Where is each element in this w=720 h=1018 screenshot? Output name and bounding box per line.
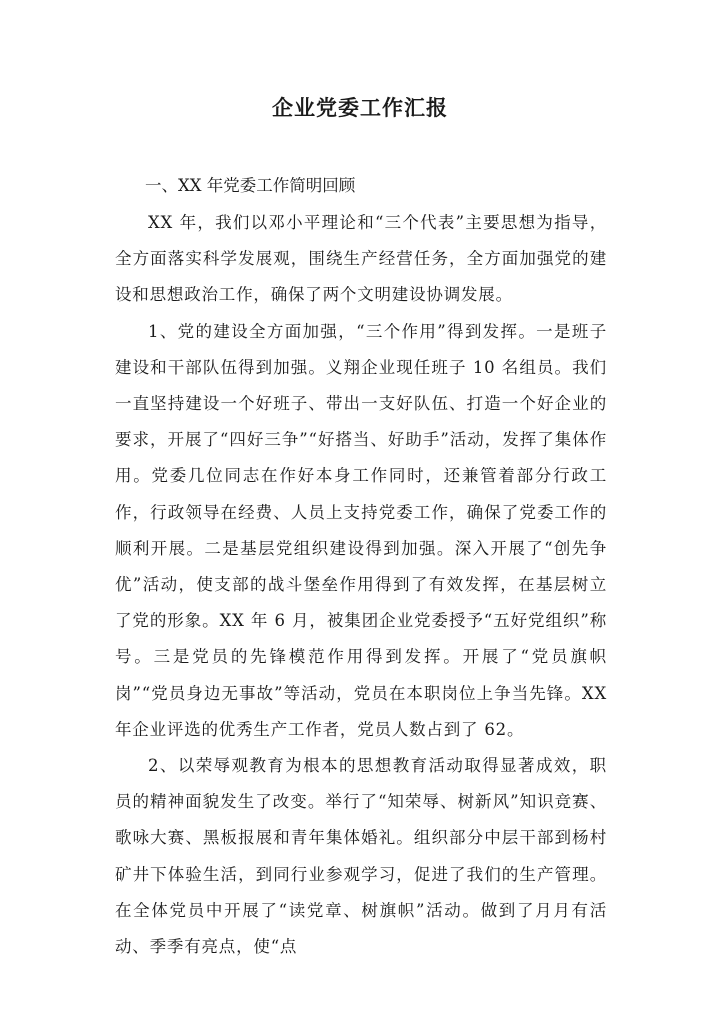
paragraph-intro: XX 年，我们以邓小平理论和“三个代表”主要思想为指导，全方面落实科学发展观，围绕生产经营任务，全方面加强党的建设和思想政治工作，确保了两个文明建设协调发展。 — [115, 213, 607, 305]
section-heading: 一、XX 年党委工作简明回顾 — [145, 176, 356, 195]
paragraph-education: 2、以荣辱观教育为根本的思想教育活动取得显著成效，职员的精神面貌发生了改变。举行了“知荣辱、树新风”知识竞赛、歌咏大赛、黑板报展和青年集体婚礼。组织部分中层干部到杨村矿井下体验生活，到同行业参观学习，促进了我们的生产管理。在全体党员中开展了“读党章、树旗帜”活动。做到了月月有活动、季季有亮点，使“点 — [115, 756, 607, 957]
document-title: 企业党委工作汇报 — [272, 95, 448, 120]
paragraph-party-building: 1、党的建设全方面加强，“三个作用”得到发挥。一是班子建设和干部队伍得到加强。义翔企业现任班子 10 名组员。我们一直坚持建设一个好班子、带出一支好队伍、打造一个好企业的要求，开展了“四好三争”“好搭当、好助手”活动，发挥了集体作用。党委几位同志在作好本身工作同时，还兼管着部分行政工作，行政领导在经费、人员上支持党委工作，确保了党委工作的顺利开展。二是基层党组织建设得到加强。深入开展了“创先争优”活动，使支部的战斗堡垒作用得到了有效发挥，在基层树立了党的形象。XX 年 6 月，被集团企业党委授予“五好党组织”称号。三是党员的先锋模范作用得到发挥。开展了“党员旗帜岗”“党员身边无事故”等活动，党员在本职岗位上争当先锋。XX 年企业评选的优秀生产工作者，党员人数占到了 62。 — [115, 321, 607, 739]
document-body — [115, 168, 607, 965]
